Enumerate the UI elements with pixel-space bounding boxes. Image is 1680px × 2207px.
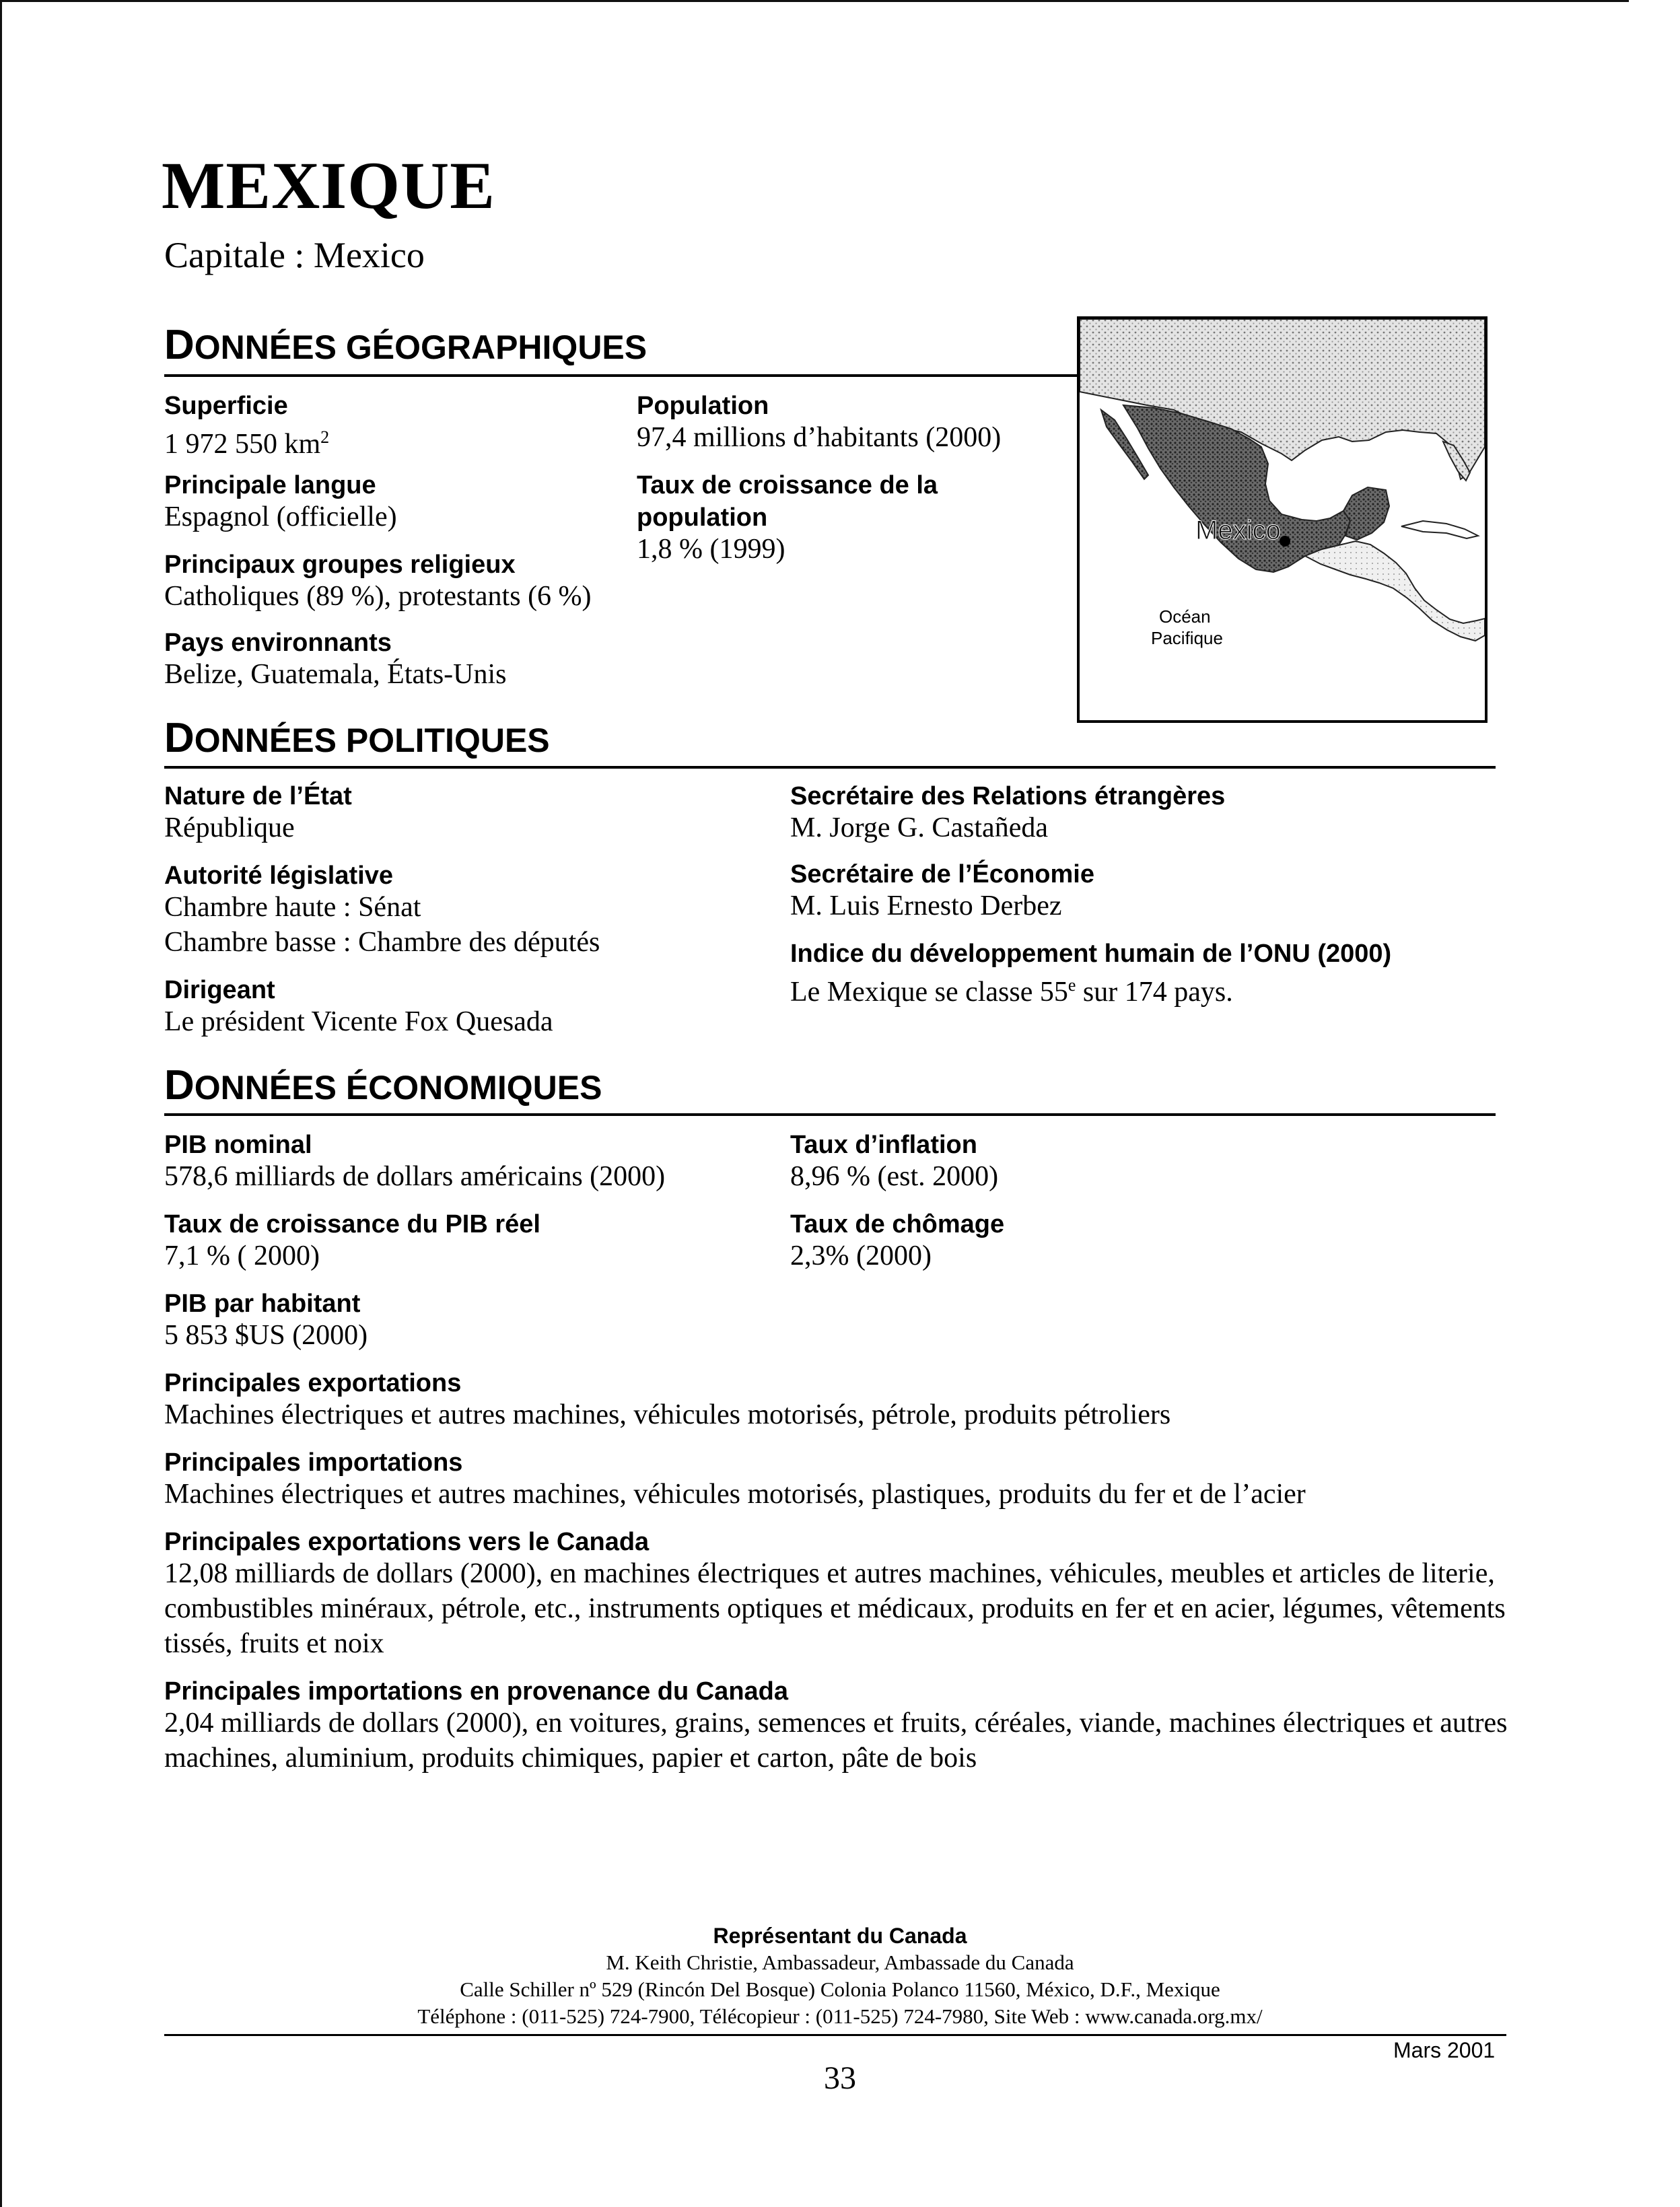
imp-canada-label: Principales importations en provenance du Canada (164, 1677, 789, 1706)
map-ocean-label-line2: Pacifique (1151, 628, 1223, 648)
pib-habitant-label: PIB par habitant (164, 1290, 361, 1318)
footer-rule (164, 2034, 1506, 2036)
economie-value: M. Luis Ernesto Derbez (790, 890, 1062, 921)
map-city-label: Mexico (1195, 516, 1281, 545)
map-graphic (1080, 319, 1485, 720)
section-heading-pol: DONNÉES POLITIQUES (164, 715, 550, 761)
legis-value-2: Chambre basse : Chambre des députés (164, 927, 600, 958)
page-number: 33 (824, 2060, 856, 2096)
chomage-value: 2,3% (2000) (790, 1240, 932, 1271)
map-capital-dot (1280, 536, 1290, 547)
dirigeant-label: Dirigeant (164, 976, 275, 1004)
legis-label: Autorité législative (164, 862, 393, 890)
croissance-pib-value: 7,1 % ( 2000) (164, 1240, 320, 1271)
footer-date: Mars 2001 (1393, 2038, 1496, 2062)
section-rule-pol (164, 766, 1496, 769)
exp-canada-value: 12,08 milliards de dollars (2000), en machines électriques et autres machines, véhicules, meubles et articles de literie, combustibles minéraux, pétrole, etc., instruments optiques et médicaux, produits en fer et en acier, légumes, vêtements tissés, fruits et noix (164, 1558, 1506, 1659)
page-border-left (0, 0, 2, 2207)
nature-value: République (164, 812, 295, 843)
pib-label: PIB nominal (164, 1131, 312, 1159)
page-title: MEXIQUE (162, 148, 495, 223)
langue-value: Espagnol (officielle) (164, 501, 397, 532)
imp-canada-value: 2,04 milliards de dollars (2000), en voitures, grains, semences et fruits, céréales, viande, machines électriques et autres machines, aluminium, produits chimiques, papier et carton, pâte de bois (164, 1708, 1508, 1774)
capital-subtitle: Capitale : Mexico (164, 235, 425, 275)
map-central-america-region (1305, 541, 1485, 641)
section-heading-geo: DONNÉES GÉOGRAPHIQUES (164, 322, 648, 368)
religion-label: Principaux groupes religieux (164, 551, 516, 579)
pays-value: Belize, Guatemala, États-Unis (164, 659, 507, 690)
footer-ambassador: M. Keith Christie, Ambassadeur, Ambassade du Canada (606, 1951, 1074, 1974)
exports-label: Principales exportations (164, 1369, 462, 1397)
imports-label: Principales importations (164, 1448, 463, 1477)
relations-label: Secrétaire des Relations étrangères (790, 782, 1226, 810)
legis-value-1: Chambre haute : Sénat (164, 892, 421, 923)
exp-canada-label: Principales exportations vers le Canada (164, 1528, 650, 1556)
religion-value: Catholiques (89 %), protestants (6 %) (164, 581, 592, 612)
langue-label: Principale langue (164, 471, 376, 499)
chomage-label: Taux de chômage (790, 1210, 1005, 1238)
superficie-value: 1 972 550 $km^2$ (164, 427, 330, 460)
economie-label: Secrétaire de l’Économie (790, 860, 1094, 888)
map-ocean-label (1151, 606, 1223, 649)
pib-value: 578,6 milliards de dollars américains (2000) (164, 1161, 666, 1192)
footer-address: Calle Schiller nº 529 (Rincón Del Bosque) Colonia Polanco 11560, México, D.F., Mexique (460, 1977, 1220, 2001)
map-mexico (1077, 316, 1488, 723)
croissance-pop-value: 1,8 % (1999) (637, 534, 785, 565)
relations-value: M. Jorge G. Castañeda (790, 812, 1048, 843)
imports-value: Machines électriques et autres machines, véhicules motorisés, plastiques, produits du fer et de l’acier (164, 1479, 1306, 1510)
pays-label: Pays environnants (164, 629, 392, 657)
population-label: Population (637, 392, 769, 420)
exports-value: Machines électriques et autres machines, véhicules motorisés, pétrole, produits pétroliers (164, 1399, 1171, 1430)
page-border-top (0, 0, 1629, 2)
map-cuba-region (1401, 521, 1478, 538)
footer-contact: Téléphone : (011-525) 724-7900, Télécopieur : (011-525) 724-7980, Site Web : www.canada.org.mx/ (417, 2004, 1263, 2028)
footer-rep-title: Représentant du Canada (713, 1924, 967, 1948)
croissance-pop-label-2: population (637, 503, 768, 532)
superficie-label: Superficie (164, 392, 288, 420)
nature-label: Nature de l’État (164, 782, 352, 810)
map-yucatan-region (1343, 487, 1389, 540)
dirigeant-value: Le président Vicente Fox Quesada (164, 1006, 553, 1037)
pib-habitant-value: 5 853 $US (2000) (164, 1320, 368, 1351)
croissance-pib-label: Taux de croissance du PIB réel (164, 1210, 540, 1238)
map-ocean-label-line1: Océan (1159, 606, 1211, 627)
idh-label: Indice du développement humain de l’ONU (2000) (790, 940, 1392, 968)
croissance-pop-label-1: Taux de croissance de la (637, 471, 938, 499)
inflation-value: 8,96 % (est. 2000) (790, 1161, 999, 1192)
inflation-label: Taux d’inflation (790, 1131, 977, 1159)
section-rule-geo (164, 374, 1080, 377)
map-usa-region (1080, 319, 1485, 479)
section-heading-eco: DONNÉES ÉCONOMIQUES (164, 1062, 602, 1109)
idh-value: Le Mexique se classe 55e sur 174 pays. (790, 975, 1233, 1008)
population-value: 97,4 millions d’habitants (2000) (637, 422, 1002, 453)
section-rule-eco (164, 1113, 1496, 1116)
